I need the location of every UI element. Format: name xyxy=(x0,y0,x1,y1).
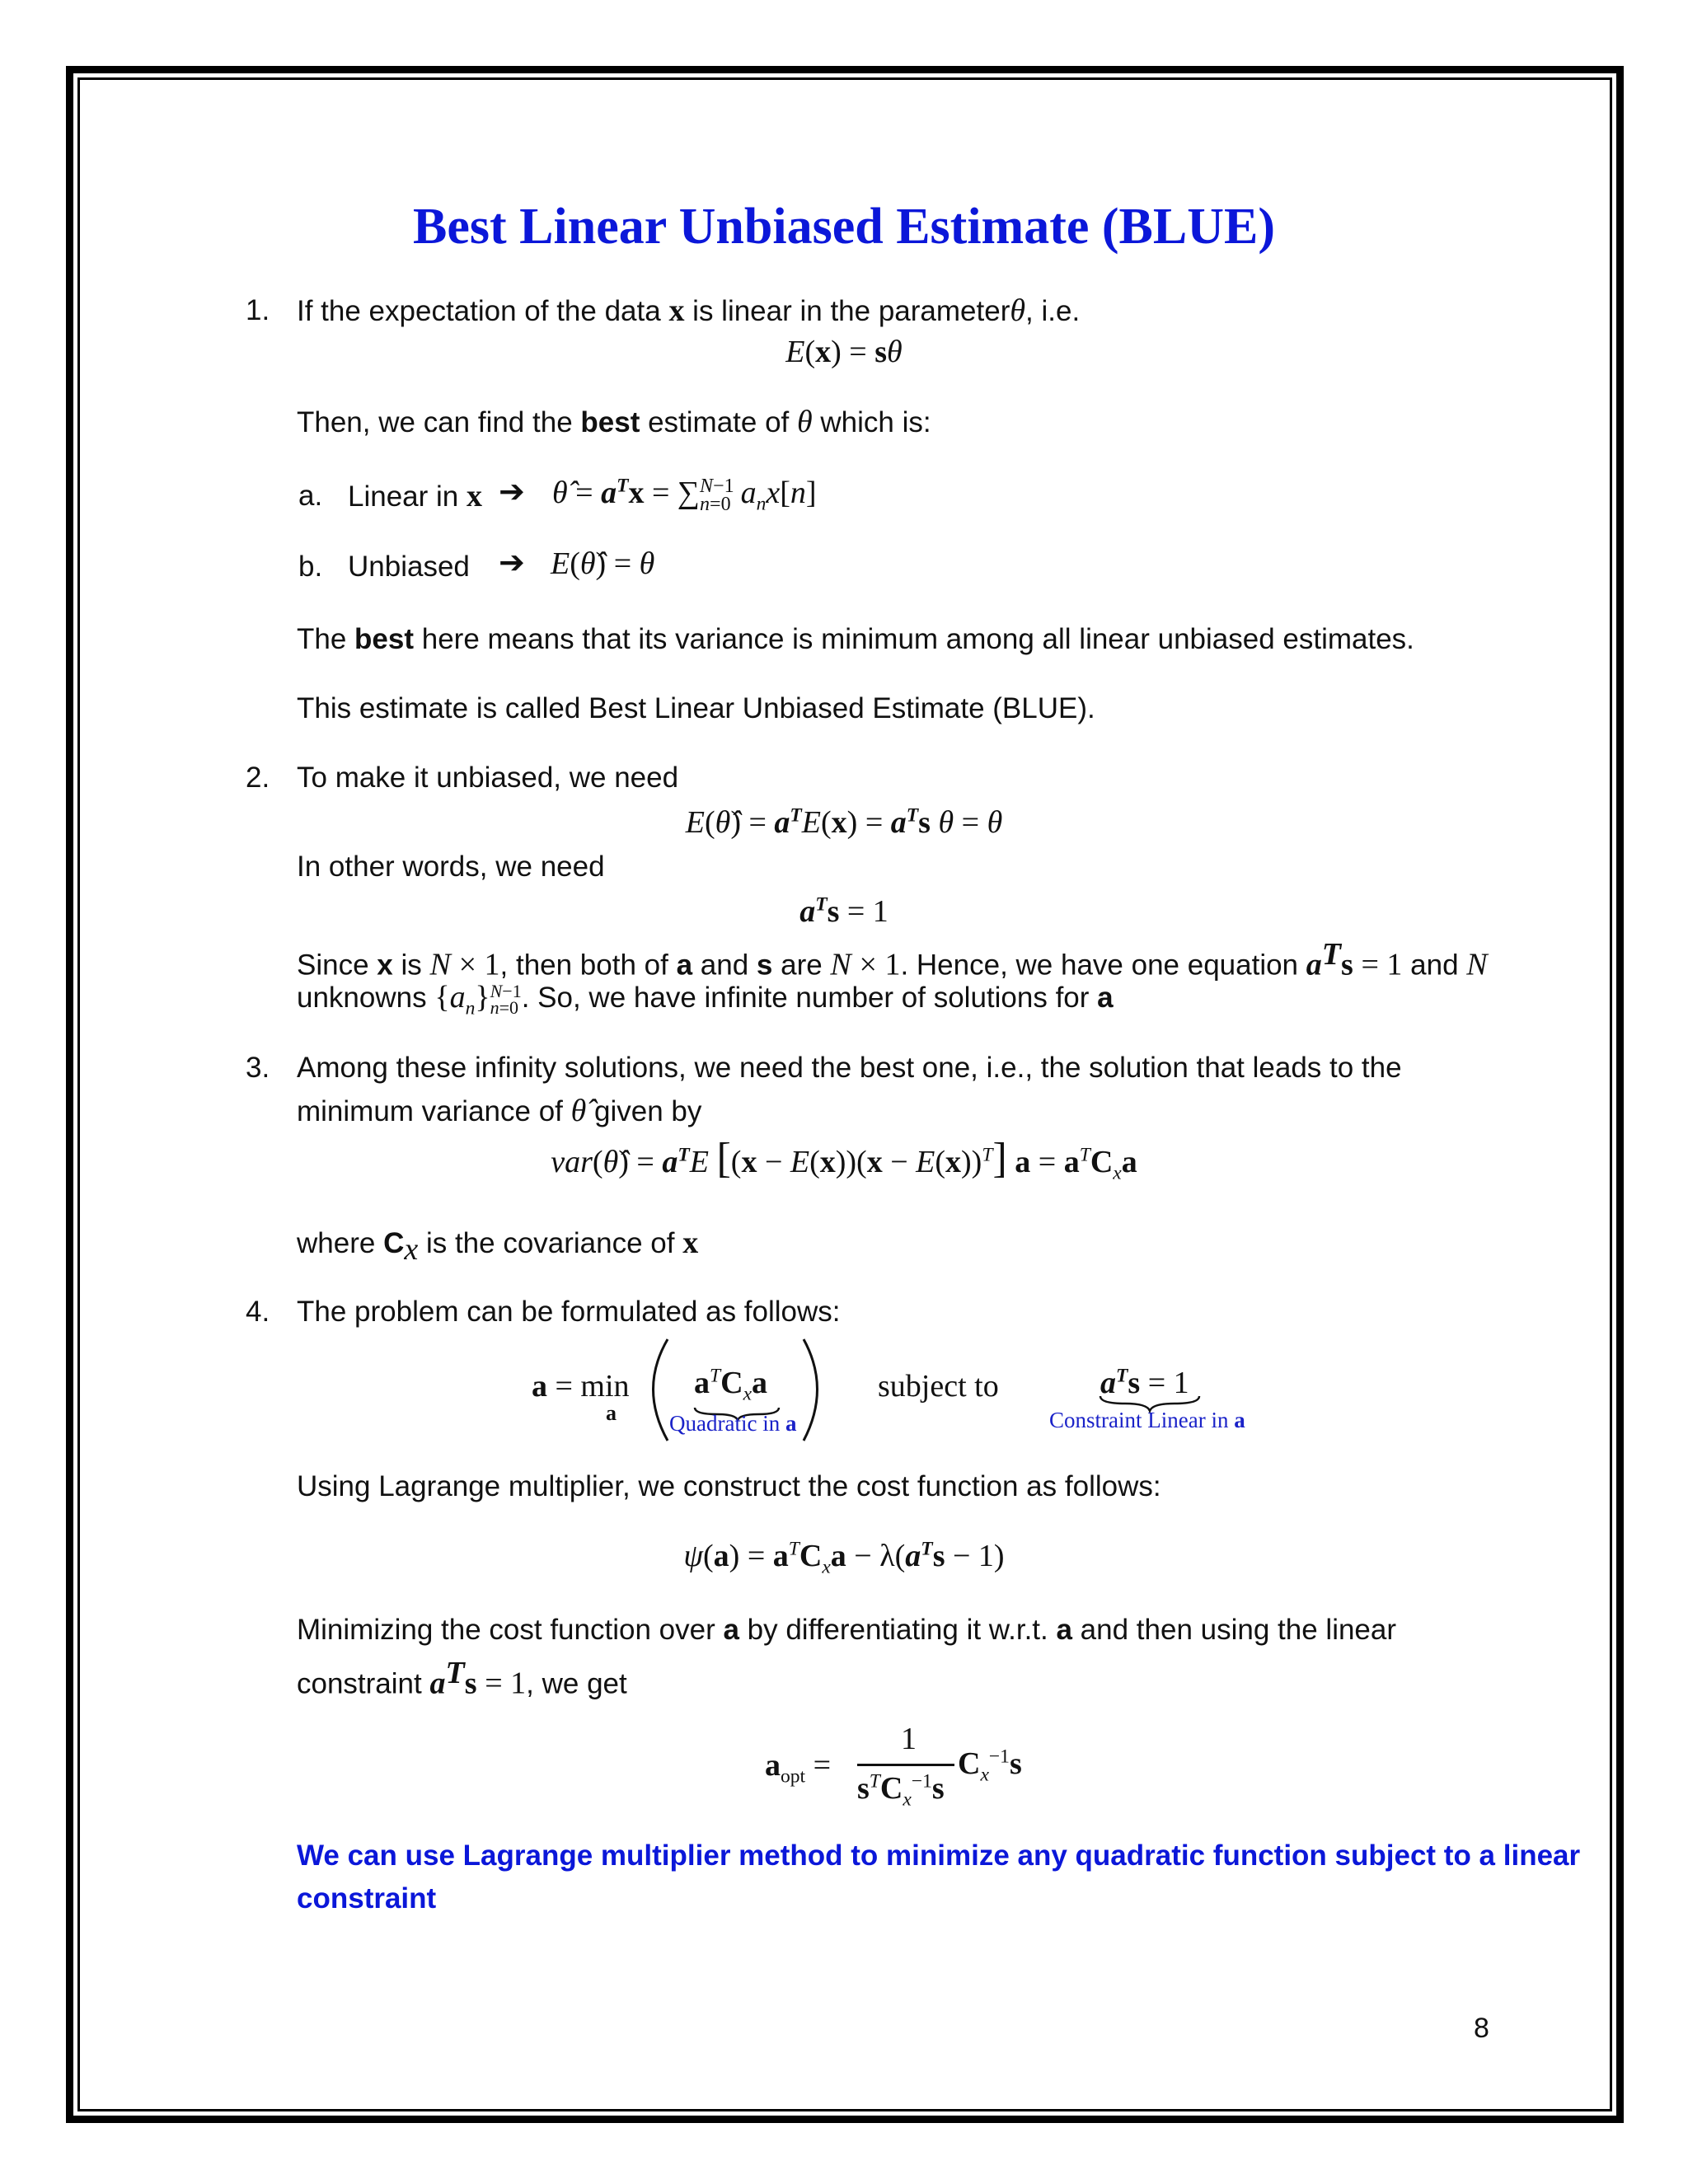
covariance-definition: where $C_x$ is the covariance of x xyxy=(297,1226,699,1267)
item3-intro-line2: minimum variance of θ̂ given by xyxy=(297,1094,702,1128)
fraction-denominator: $s^TC_x^{-1}s$ xyxy=(857,1770,945,1811)
sub-label-a: a. xyxy=(298,480,323,512)
item2-equation: E(θ̂) = $a^TE(x) = a^Ts$ θ = θ xyxy=(685,804,1003,840)
subject-to: subject to xyxy=(878,1369,999,1404)
lagrange-text: Using Lagrange multiplier, we construct the cost function as follows: xyxy=(297,1470,1161,1502)
item-number: 1. xyxy=(246,294,270,326)
item2-other: In other words, we need xyxy=(297,851,605,883)
cost-function-equation: $\psi(a) = a^TC_xa - \lambda(a^Ts - 1)$ xyxy=(683,1538,1005,1578)
page-title: Best Linear Unbiased Estimate (BLUE) xyxy=(412,199,1275,255)
item-number: 3. xyxy=(246,1052,270,1084)
item4-intro: The problem can be formulated as follows: xyxy=(297,1296,841,1328)
quadratic-label: Quadratic in a xyxy=(669,1411,797,1436)
item-number: 4. xyxy=(246,1296,270,1328)
minimizing-line1: Minimizing the cost function over a by differentiating it w.r.t. a and then using the linear xyxy=(297,1614,1397,1646)
item2-intro: To make it unbiased, we need xyxy=(297,762,679,794)
best-definition: The best here means that its variance is minimum among all linear unbiased estimates. xyxy=(297,623,1414,655)
unbiased-equation: E(θ̂) = θ xyxy=(551,546,655,581)
min-equation: a = min xyxy=(532,1369,630,1404)
variance-equation: var(θ̂) = $a^TE$ $[(x - E(x))(x - E(x))^T]$ $a = a^TC_xa$ xyxy=(551,1135,1137,1184)
item-number: 2. xyxy=(246,762,270,794)
lagrange-note-line1: We can use Lagrange multiplier method to minimize any quadratic function subject to a linear xyxy=(297,1840,1581,1872)
lagrange-note-line2: constraint xyxy=(297,1882,437,1915)
item2-since-line1: Since x is N × 1, then both of a and s are N × 1. Hence, we have one equation $a^Ts = 1$ and N xyxy=(297,937,1488,982)
a-opt-label: $a_{opt}$ = xyxy=(765,1748,832,1788)
constraint-equation: $a^Ts = 1$ xyxy=(1100,1365,1189,1400)
item3-intro-line1: Among these infinity solutions, we need the best one, i.e., the solution that leads to the xyxy=(297,1052,1402,1084)
quadratic-term: $a^TC_xa$ xyxy=(694,1365,768,1405)
item2-since-line2: unknowns $\{a_n\}N-1$ n=0 . So, we have infinite number of solutions for a xyxy=(297,980,1114,1019)
constraint-label: Constraint Linear in a xyxy=(1049,1408,1245,1432)
item1-then: Then, we can find the best estimate of θ which is: xyxy=(297,405,931,439)
page-number: 8 xyxy=(1474,2013,1489,2044)
item1-intro: If the expectation of the data x is linear in the parameterθ, i.e. xyxy=(297,293,1081,328)
blue-called: This estimate is called Best Linear Unbiased Estimate (BLUE). xyxy=(297,692,1095,724)
sub-text-unbiased: Unbiased xyxy=(348,551,470,583)
right-arrow-icon: ➔ xyxy=(499,475,525,509)
sub-label-b: b. xyxy=(298,551,323,583)
min-subscript: a xyxy=(606,1401,617,1425)
item2-constraint: $a^Ts = 1$ xyxy=(799,893,889,929)
inverse-covariance-term: $C_x^{-1}s$ xyxy=(958,1746,1022,1786)
linear-equation: θ̂ = $a^Tx = \sum N-1$ n=0 $a_nx[n]$ xyxy=(552,475,817,516)
fraction-bar xyxy=(857,1764,954,1766)
minimizing-line2: constraint $a^Ts = 1$, we get xyxy=(297,1656,627,1701)
fraction-numerator: 1 xyxy=(901,1722,917,1756)
right-arrow-icon: ➔ xyxy=(499,546,525,580)
item1-equation: E(x) = sθ xyxy=(785,335,903,369)
sub-text-linear: Linear in x xyxy=(348,479,482,513)
